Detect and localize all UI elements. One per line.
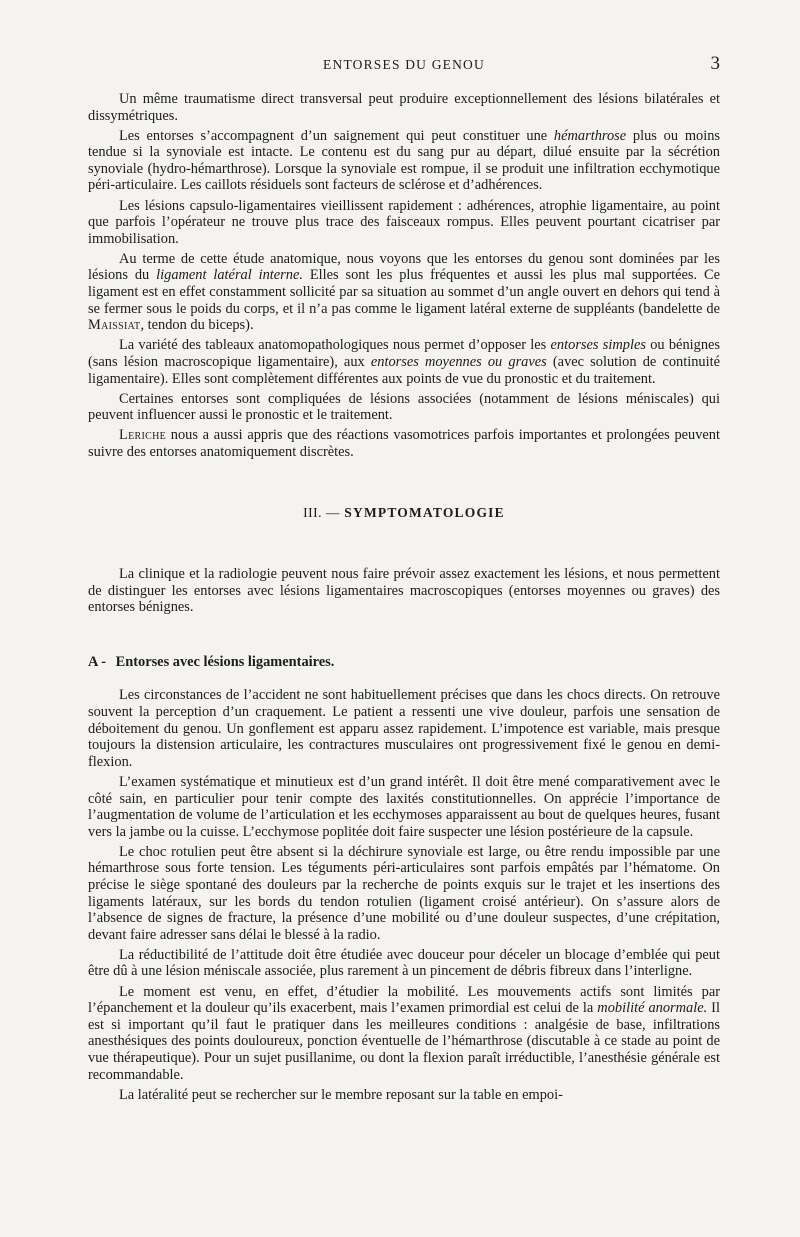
paragraph-text: plus ou moins tendue si la synoviale est intacte. Le contenu est du sang pur au départ, dilué ensuite par la sécrétion synoviale (hydro-hémarthrose). Lorsque la synoviale est rompue, il se produit une infiltration ecchymotique péri-articulaire. Les caillots résiduels sont facteurs de sclérose et d’adhérences. — [88, 127, 720, 194]
paragraph-text: La variété des tableaux anatomopathologiques nous permet d’opposer les — [119, 337, 551, 354]
section-title: SYMPTOMATOLOGIE — [344, 505, 505, 521]
paragraphs-ligament-injuries — [88, 687, 720, 1103]
paragraph-text: Le moment est venu, en effet, d’étudier la mobilité. Les mouvements actifs sont limités par l’épanchement et la douleur qu’ils exacerbent, mais l’examen primordial est celui de la — [88, 983, 720, 1017]
paragraph — [88, 566, 720, 616]
subsection-letter: A - — [88, 653, 106, 670]
subsection-title: Entorses avec lésions ligamentaires. — [115, 653, 335, 670]
paragraph — [88, 844, 720, 944]
paragraph-text: L’examen systématique et minutieux est d’un grand intérêt. Il doit être mené comparativement avec le côté sain, en particulier pour tenir compte des laxités constitutionnelles. On apprécie l’importance de l’augmentation de volume de l’articulation et les ecchymoses apparaissent au bout de quelques heures, fusant vers la jambe ou la cuisse. L’ecchymose poplitée doit faire suspecter une lésion postérieure de la capsule. — [88, 773, 720, 840]
emphasis-text: ligament latéral interne. — [156, 267, 303, 284]
paragraph — [88, 128, 720, 194]
paragraph — [88, 687, 720, 770]
paragraph — [88, 91, 720, 124]
paragraph-text: (avec solution de continuité ligamentaire). Elles sont complètement différentes aux points de vue du pronostic et du traitement. — [88, 353, 720, 387]
paragraph-text: Au terme de cette étude anatomique, nous voyons que les entorses du genou sont dominées par les lésions du — [88, 250, 720, 284]
emphasis-text: entorses simples — [550, 337, 646, 354]
paragraph-text: Les lésions capsulo-ligamentaires vieillissent rapidement : adhérences, atrophie ligamentaire, au point que parfois l’opérateur ne trouve plus trace des faisceaux rompus. Elles peuvent pourtant cicatriser par immobilisation. — [88, 197, 720, 247]
paragraph — [88, 251, 720, 334]
paragraph — [88, 1087, 720, 1104]
paragraph — [88, 774, 720, 840]
paragraph — [88, 947, 720, 980]
paragraph-text: Le choc rotulien peut être absent si la déchirure synoviale est large, ou être rendu impossible par une hémarthrose sous forte tension. Les téguments péri-articulaires sont parfois empâtés par l’hématome. On précise le siège spontané des douleurs par la recherche de points exquis sur le trajet et les insertions des ligaments latéraux, sur les bords du tendon rotulien (ligament croisé antérieur). On s’assure alors de l’absence de signes de fracture, la présence d’une mobilité ou d’une douleur suspectes, d’une crépitation, devant faire adresser sans délai le blessé à la radio. — [88, 843, 720, 943]
paragraph — [88, 198, 720, 248]
paragraphs-anatomy-conclusion — [88, 91, 720, 460]
paragraph — [88, 391, 720, 424]
running-header — [88, 55, 720, 75]
subsection-heading — [88, 654, 720, 671]
paragraph-text: , tendon du biceps). — [140, 317, 254, 334]
emphasis-text: mobilité anormale. — [597, 1000, 708, 1017]
paragraph-text: Elles sont les plus fréquentes et aussi les plus mal supportées. Ce ligament est en effet constamment sollicité par sa situation au sommet d’un angle ouvert en dehors qui tend à se fermer sous le poids du corps, et il n’a pas comme le ligament latéral externe de suppléants (bandelette de — [88, 267, 720, 317]
body-text — [88, 91, 720, 1107]
paragraph — [88, 337, 720, 387]
paragraph-text: La clinique et la radiologie peuvent nous faire prévoir assez exactement les lésions, et nous permettent de distinguer les entorses avec lésions ligamentaires macroscopiques (entorses moyennes ou graves) des entorses bénignes. — [88, 566, 720, 616]
page-number: 3 — [710, 53, 720, 74]
emphasis-text: hémarthrose — [553, 127, 627, 144]
section-number: III. — — [303, 505, 340, 521]
paragraph-text: La réductibilité de l’attitude doit être étudiée avec douceur pour déceler un blocage d’emblée qui peut être dû à une lésion méniscale associée, plus rarement à un pincement de débris fibreux dans l’interligne. — [88, 946, 720, 980]
paragraph-text: nous a aussi appris que des réactions vasomotrices parfois importantes et prolongées peuvent suivre des entorses anatomiquement discrètes. — [88, 427, 720, 460]
running-title: ENTORSES DU GENOU — [323, 57, 485, 72]
paragraph — [88, 984, 720, 1084]
paragraph-text: Les entorses s’accompagnent d’un saignement qui peut constituer une — [119, 127, 554, 144]
author-name: Leriche — [119, 427, 166, 444]
author-name: Maissiat — [88, 317, 141, 334]
section-heading — [88, 505, 720, 522]
paragraph-text: ou bénignes (sans lésion macroscopique ligamentaire), aux — [88, 337, 721, 370]
paragraph — [88, 427, 720, 460]
paragraph-text: Certaines entorses sont compliquées de lésions associées (notamment de lésions méniscales) qui peuvent influencer aussi le pronostic et le traitement. — [88, 390, 720, 424]
paragraph-text: Les circonstances de l’accident ne sont habituellement précises que dans les chocs directs. On retrouve souvent la perception d’un craquement. Le patient a ressenti une vive douleur, parfois une sensation de déboitement du genou. Un gonflement est apparu assez rapidement. L’impotence est variable, mais presque toujours la distension articulaire, les contractures musculaires ont progressivement fixé le genou en demi-flexion. — [88, 687, 720, 770]
emphasis-text: entorses moyennes ou graves — [370, 353, 547, 370]
paragraph-text: La latéralité peut se rechercher sur le membre reposant sur la table en empoi- — [119, 1086, 563, 1103]
paragraph-text: Un même traumatisme direct transversal peut produire exceptionnellement des lésions bilatérales et dissymétriques. — [88, 91, 720, 124]
paragraph-text: Il est si important qu’il faut le pratiquer dans les meilleures conditions : analgésie de base, infiltrations anesthésiques des points douloureux, ponction éventuelle de l’hémarthrose (discutable à ce stade au point de vue thérapeutique). Pour un sujet pusillanime, ou dont la flexion paraît irréductible, l’anesthésie générale est recommandable. — [88, 1000, 720, 1083]
paragraphs-intro — [88, 566, 720, 616]
